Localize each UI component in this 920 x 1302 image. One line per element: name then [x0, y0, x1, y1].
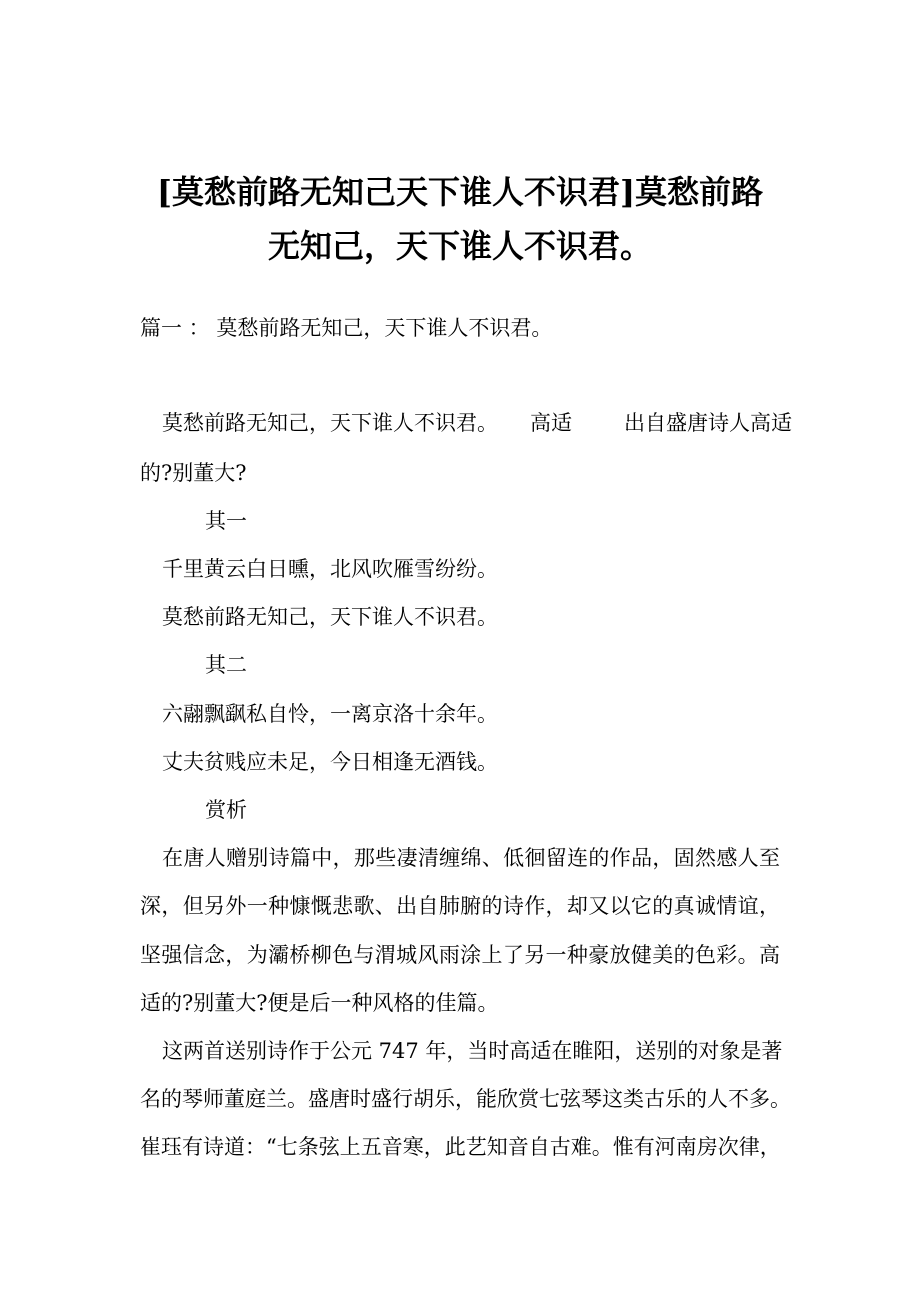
- poem2-heading: 其二: [205, 653, 247, 677]
- analysis-p1-line-2: 深，但另外一种慷慨悲歌、出自肺腑的诗作，却又以它的真诚情谊，: [140, 894, 780, 918]
- analysis-heading: 赏析: [205, 798, 247, 822]
- analysis-p1-line-3: 坚强信念，为灞桥柳色与渭城风雨涂上了另一种豪放健美的色彩。高: [140, 943, 780, 967]
- document-title-line-2: 无知己，天下谁人不识君。: [267, 227, 652, 265]
- poem1-heading: 其一: [205, 509, 247, 533]
- section-heading: 篇一 ： 莫愁前路无知己，天下谁人不识君。: [140, 316, 553, 340]
- intro-line-2: 的?别董大?: [140, 461, 247, 485]
- intro-line-1: [162, 408, 792, 438]
- analysis-p1-line-4: 适的?别董大?便是后一种风格的佳篇。: [140, 991, 499, 1015]
- poem2-line-1: 六翮飘飖私自怜，一离京洛十余年。: [162, 702, 498, 726]
- analysis-p2-line-2: 名的琴师董庭兰。盛唐时盛行胡乐，能欣赏七弦琴这类古乐的人不多。: [140, 1087, 791, 1111]
- analysis-p2-line-3: 崔珏有诗道：“七条弦上五音寒，此艺知音自古难。惟有河南房次律，: [140, 1135, 781, 1159]
- poem2-line-2: 丈夫贫贱应未足，今日相逢无酒钱。: [162, 750, 498, 774]
- intro-quote: 莫愁前路无知己，天下谁人不识君。: [162, 411, 498, 435]
- analysis-p2-line-1: 这两首送别诗作于公元 747 年，当时高适在睢阳，送别的对象是著: [162, 1039, 783, 1063]
- intro-author: 高适: [530, 411, 572, 435]
- poem1-line-2: 莫愁前路无知己，天下谁人不识君。: [162, 605, 498, 629]
- document-title-line-1: [莫愁前路无知己天下谁人不识君]莫愁前路: [156, 173, 764, 211]
- intro-source: 出自盛唐诗人高适: [624, 411, 792, 435]
- analysis-p1-line-1: 在唐人赠别诗篇中，那些凄清缠绵、低徊留连的作品，固然感人至: [162, 846, 780, 870]
- poem1-line-1: 千里黄云白日曛，北风吹雁雪纷纷。: [162, 557, 498, 581]
